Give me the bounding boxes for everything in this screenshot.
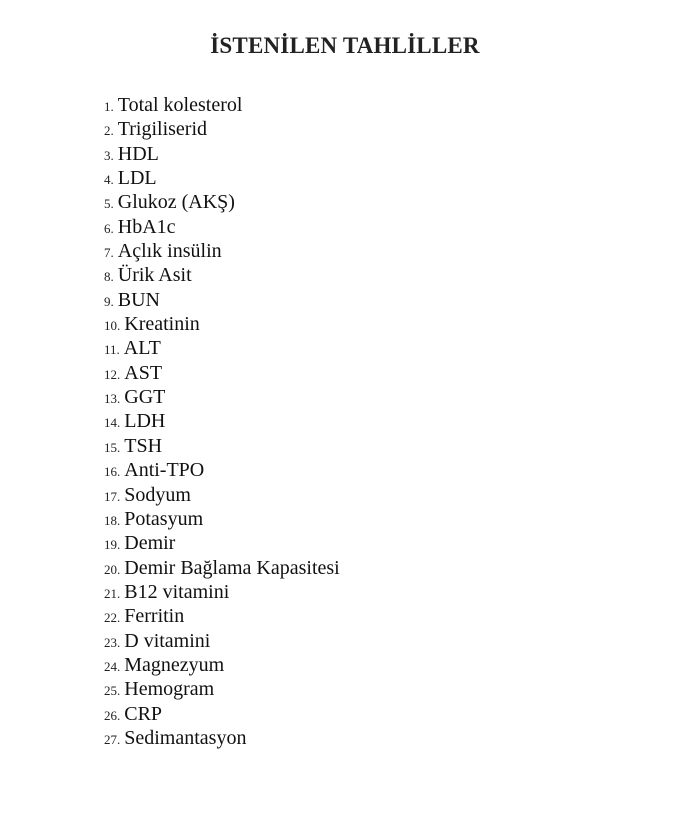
list-item <box>104 580 340 604</box>
list-item <box>104 117 340 141</box>
list-item-label: Ürik Asit <box>117 264 192 287</box>
list-item-label: BUN <box>117 288 160 311</box>
list-item-label: Ferritin <box>124 605 185 628</box>
list-item <box>104 263 340 287</box>
list-item-label: Kreatinin <box>124 313 200 336</box>
list-item-number: 2. <box>104 123 114 139</box>
list-item-label: Açlık insülin <box>117 240 222 263</box>
list-item <box>104 483 340 507</box>
test-list <box>104 93 340 750</box>
list-item <box>104 531 340 555</box>
list-item-number: 14. <box>104 415 121 431</box>
list-item <box>104 556 340 580</box>
list-item-label: Trigiliserid <box>117 118 208 141</box>
list-item-number: 26. <box>104 707 121 723</box>
list-item-label: D vitamini <box>124 629 211 652</box>
list-item <box>104 702 340 726</box>
list-item <box>104 361 340 385</box>
list-item-label: Demir <box>124 532 176 555</box>
list-item-number: 15. <box>104 439 121 455</box>
list-item-number: 4. <box>104 172 114 188</box>
list-item <box>104 507 340 531</box>
list-item-number: 22. <box>104 610 121 626</box>
list-item-label: AST <box>124 361 163 384</box>
list-item-number: 11. <box>104 342 120 358</box>
list-item-number: 19. <box>104 537 121 553</box>
list-item <box>104 385 340 409</box>
list-item-number: 16. <box>104 464 121 480</box>
list-item <box>104 604 340 628</box>
list-item-label: Sedimantasyon <box>124 726 247 749</box>
list-item-number: 23. <box>104 634 121 650</box>
list-item-label: LDL <box>117 167 157 190</box>
list-item <box>104 215 340 239</box>
list-item-label: Total kolesterol <box>117 94 243 116</box>
list-item <box>104 677 340 701</box>
list-item-label: TSH <box>124 434 163 457</box>
list-item <box>104 190 340 214</box>
list-item-label: HbA1c <box>117 215 176 238</box>
list-item-number: 8. <box>104 269 114 285</box>
list-item-number: 12. <box>104 366 121 382</box>
list-item <box>104 409 340 433</box>
list-item-label: LDH <box>124 410 166 433</box>
page-title: İSTENİLEN TAHLİLLER <box>210 33 480 58</box>
list-item-label: Anti-TPO <box>124 459 205 482</box>
list-item-number: 27. <box>104 731 121 747</box>
list-item <box>104 239 340 263</box>
list-item-label: Sodyum <box>124 483 191 506</box>
list-item-number: 3. <box>104 147 114 163</box>
list-item <box>104 166 340 190</box>
list-item-label: Magnezyum <box>124 653 225 676</box>
list-item-number: 24. <box>104 658 121 674</box>
list-item <box>104 312 340 336</box>
list-item-number: 6. <box>104 220 114 236</box>
list-item-label: CRP <box>124 702 163 725</box>
list-item <box>104 629 340 653</box>
list-item-number: 1. <box>104 99 114 114</box>
list-item-label: Glukoz (AKŞ) <box>117 191 235 214</box>
list-item <box>104 93 340 117</box>
list-item <box>104 434 340 458</box>
list-item-label: B12 vitamini <box>124 580 230 603</box>
list-item <box>104 726 340 750</box>
list-item-label: GGT <box>124 386 166 409</box>
list-item-label: Potasyum <box>124 507 204 530</box>
list-item-number: 13. <box>104 391 121 407</box>
list-item-number: 17. <box>104 488 121 504</box>
list-item <box>104 288 340 312</box>
list-item-number: 10. <box>104 318 121 334</box>
list-item-label: Demir Bağlama Kapasitesi <box>124 556 340 579</box>
list-item-label: ALT <box>123 337 161 360</box>
list-item-number: 25. <box>104 683 121 699</box>
list-item-number: 9. <box>104 293 114 309</box>
list-item <box>104 142 340 166</box>
list-item-number: 7. <box>104 245 114 261</box>
list-item-label: Hemogram <box>124 678 215 701</box>
list-item-number: 5. <box>104 196 114 212</box>
list-item-number: 21. <box>104 585 121 601</box>
list-item <box>104 653 340 677</box>
list-item-label: HDL <box>117 142 159 165</box>
list-item-number: 20. <box>104 561 121 577</box>
list-item <box>104 458 340 482</box>
list-item <box>104 336 340 360</box>
list-item-number: 18. <box>104 512 121 528</box>
